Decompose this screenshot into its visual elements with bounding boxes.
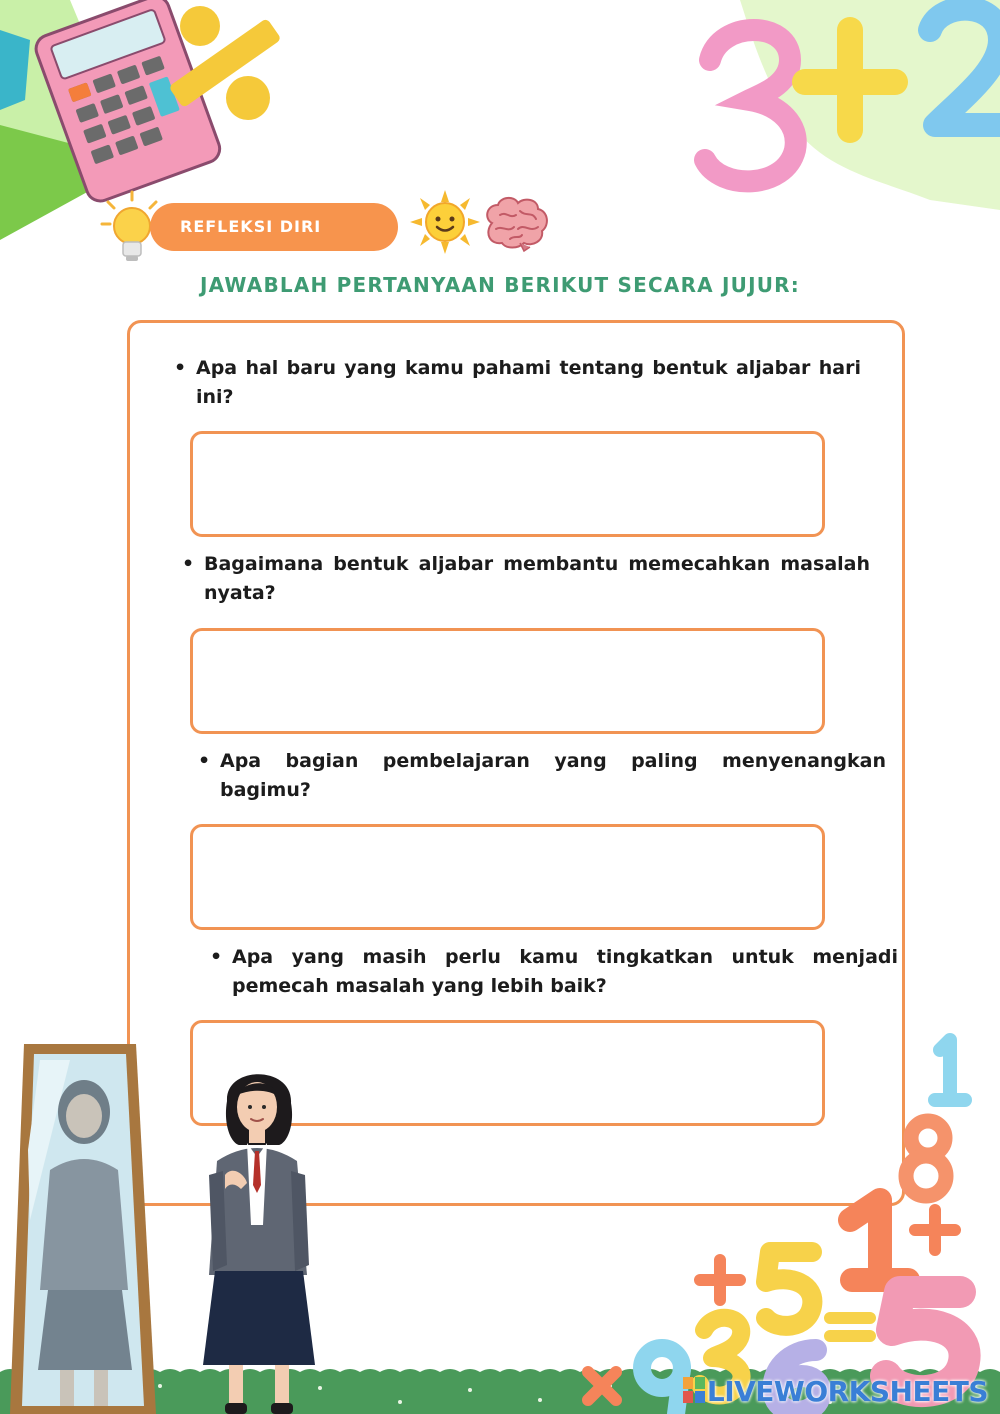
answer-box-1[interactable] — [190, 431, 825, 537]
sun-icon — [410, 190, 480, 254]
question-text: Apa bagian pembelajaran yang paling menyenangkan bagimu? — [220, 750, 886, 801]
bullet-marker: • — [198, 750, 211, 772]
watermark-text: LIVEWORKSHEETS — [706, 1375, 988, 1408]
bullet-marker: • — [210, 946, 223, 968]
answer-box-3[interactable] — [190, 824, 825, 930]
mirror-illustration — [10, 1040, 170, 1414]
instruction-heading: JAWABLAH PERTANYAAN BERIKUT SECARA JUJUR: — [200, 273, 800, 297]
refleksi-diri-badge: REFLEKSI DIRI — [150, 203, 398, 251]
liveworksheets-logo-icon — [683, 1377, 705, 1403]
liveworksheets-watermark — [683, 1375, 988, 1408]
answer-box-2[interactable] — [190, 628, 825, 734]
question-text: Apa yang masih perlu kamu tingkatkan untuk menjadi pemecah masalah yang lebih baik? — [232, 946, 898, 997]
bullet-marker: • — [182, 553, 195, 575]
brain-icon — [480, 195, 552, 253]
numbers-decoration-bottom — [580, 1030, 1000, 1414]
question-text: Apa hal baru yang kamu pahami tentang bentuk aljabar hari ini? — [196, 357, 861, 408]
question-1 — [174, 354, 861, 412]
bullet-marker: • — [174, 357, 187, 379]
question-2 — [182, 550, 870, 608]
question-4 — [210, 943, 898, 1001]
question-3 — [198, 747, 886, 805]
numbers-decoration-top — [680, 0, 1000, 210]
question-text: Bagaimana bentuk aljabar membantu memecahkan masalah nyata? — [204, 553, 870, 604]
student-illustration — [195, 1065, 325, 1414]
